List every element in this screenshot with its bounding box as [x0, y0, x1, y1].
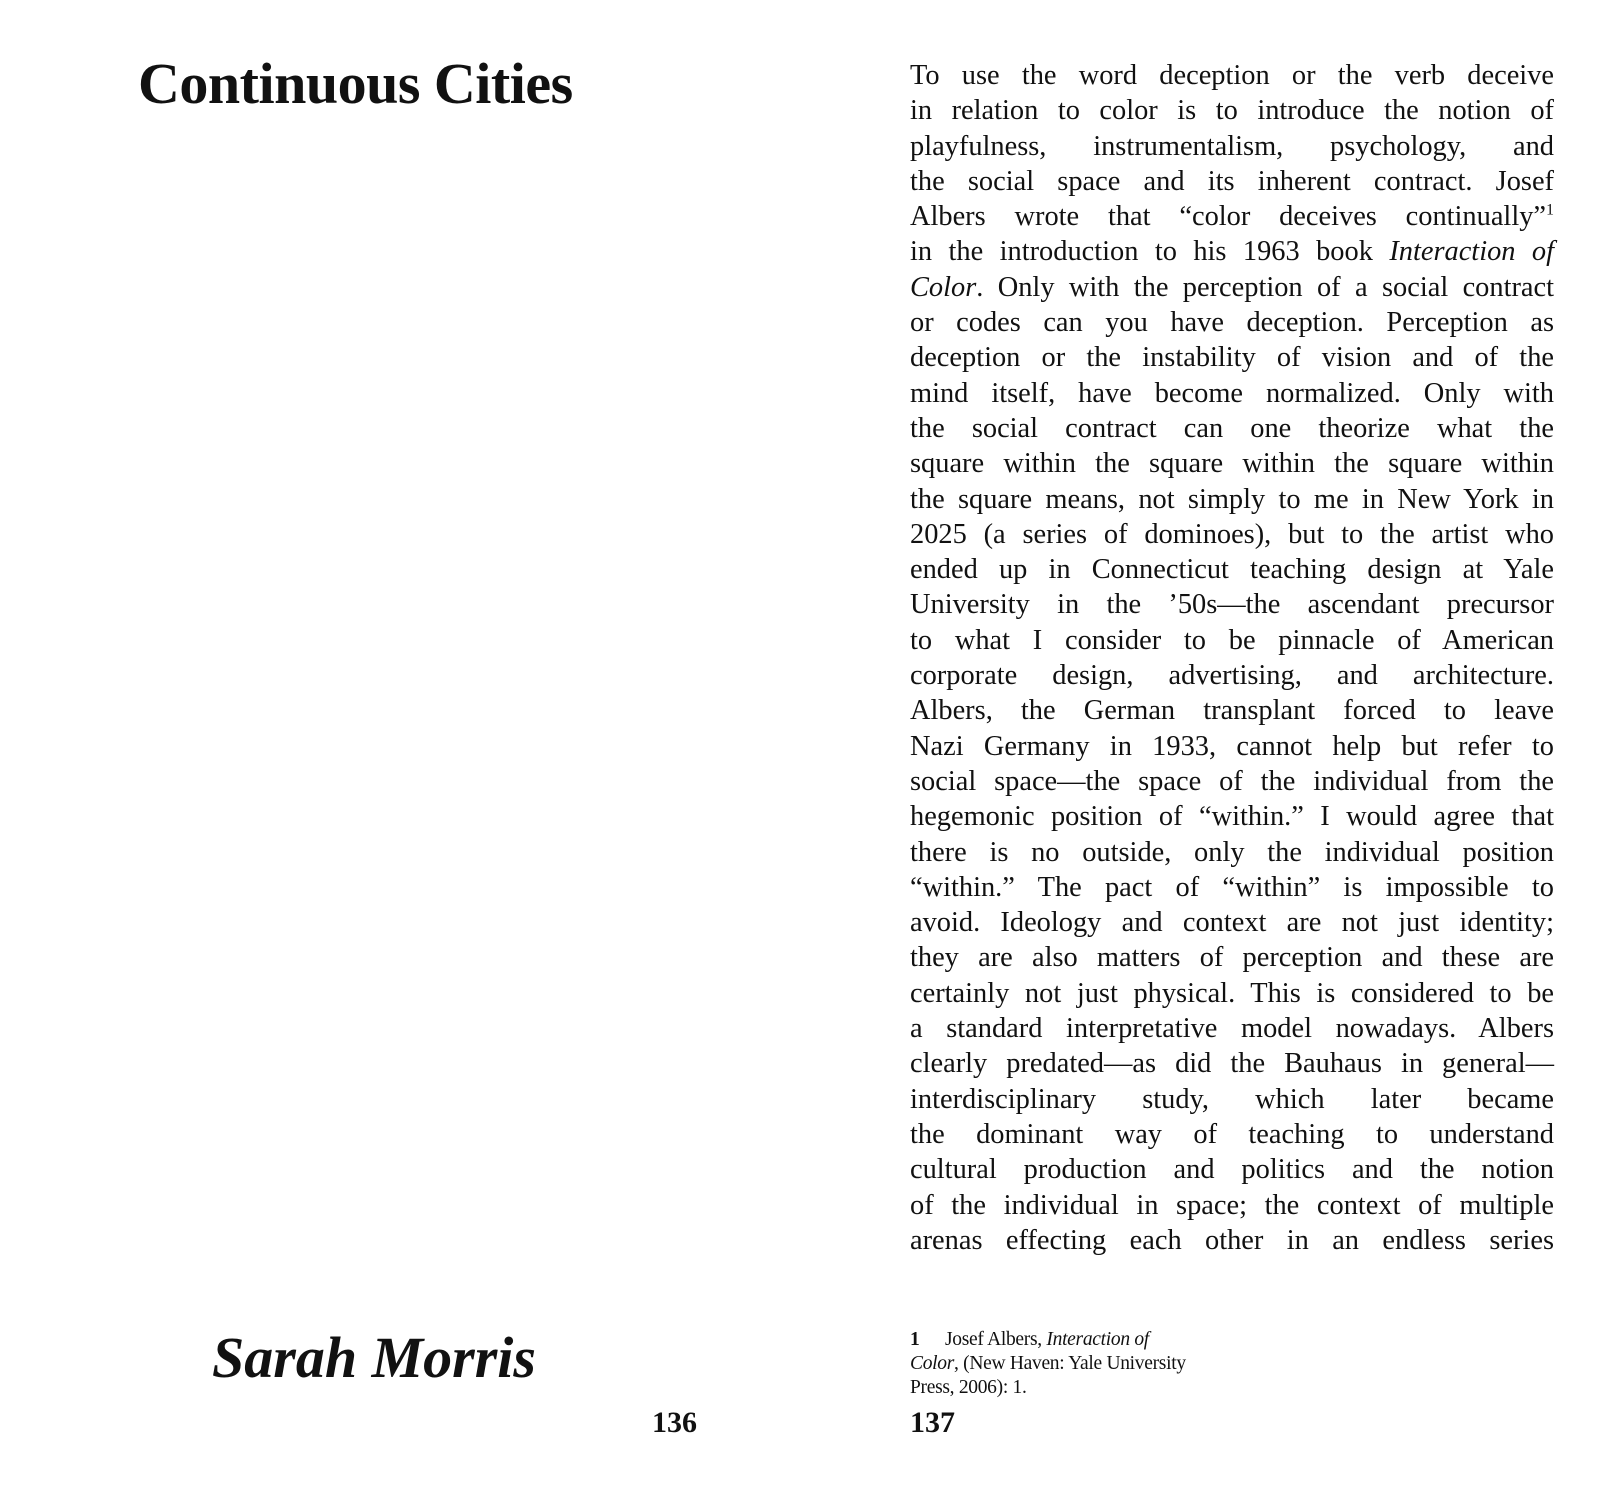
footnote-line: Press, 2006): 1. — [910, 1377, 1027, 1398]
body-line: arenas effecting each other in an endless series — [910, 1224, 1554, 1256]
body-line: Nazi Germany in 1933, cannot help but refer to — [910, 730, 1554, 762]
author-name: Sarah Morris — [212, 1325, 536, 1390]
body-line — [910, 234, 1554, 269]
body-line — [910, 199, 1554, 234]
body-line: corporate design, advertising, and architecture. — [910, 660, 1554, 692]
body-line: clearly predated—as did the Bauhaus in general— — [910, 1048, 1554, 1080]
footnote-book-title: Interaction of — [1046, 1329, 1149, 1350]
body-line: deception or the instability of vision and of the — [910, 342, 1554, 374]
page-number-left: 136 — [652, 1406, 697, 1439]
right-page — [803, 0, 1606, 1496]
body-line: hegemonic position of “within.” I would agree that — [910, 801, 1554, 833]
body-line: to what I consider to be pinnacle of American — [910, 624, 1554, 656]
body-line: certainly not just physical. This is considered to be — [910, 977, 1554, 1009]
body-line: in relation to color is to introduce the notion of — [910, 95, 1554, 127]
body-line-text: . Only with the perception of a social contract — [976, 271, 1554, 303]
body-line-text: in the introduction to his 1963 book — [910, 236, 1390, 268]
body-line: avoid. Ideology and context are not just identity; — [910, 907, 1554, 939]
chapter-title: Continuous Cities — [138, 51, 573, 116]
body-line: Albers, the German transplant forced to leave — [910, 695, 1554, 727]
book-title: Color — [910, 271, 977, 303]
body-line: cultural production and politics and the notion — [910, 1154, 1554, 1186]
footnote-line — [910, 1352, 1230, 1376]
body-line: there is no outside, only the individual position — [910, 836, 1554, 868]
footnote-line — [910, 1328, 1230, 1352]
page-number-right: 137 — [910, 1406, 955, 1439]
body-line: social space—the space of the individual from the — [910, 765, 1554, 797]
body-line: 2025 (a series of dominoes), but to the artist who — [910, 518, 1554, 550]
body-line: or codes can you have deception. Perception as — [910, 307, 1554, 339]
body-line: To use the word deception or the verb deceive — [910, 60, 1554, 91]
body-line: the social space and its inherent contract. Josef — [910, 165, 1554, 197]
body-line-text: Albers wrote that “color deceives continually” — [910, 201, 1546, 233]
book-title: Interaction of — [1389, 236, 1554, 268]
body-line: of the individual in space; the context of multiple — [910, 1189, 1554, 1221]
body-line: “within.” The pact of “within” is impossible to — [910, 871, 1554, 903]
body-line: a standard interpretative model nowadays. Albers — [910, 1013, 1554, 1045]
body-line — [910, 270, 1554, 305]
body-line: University in the ’50s—the ascendant precursor — [910, 589, 1554, 621]
body-line: the dominant way of teaching to understand — [910, 1118, 1554, 1150]
body-line: they are also matters of perception and these are — [910, 942, 1554, 974]
body-line: square within the square within the square within — [910, 448, 1554, 480]
footnote-reference: 1 — [1546, 201, 1554, 219]
footnote-publisher: , (New Haven: Yale University — [954, 1353, 1186, 1374]
body-line: ended up in Connecticut teaching design at Yale — [910, 554, 1554, 586]
body-line: the square means, not simply to me in New York in — [910, 483, 1554, 515]
body-line: interdisciplinary study, which later became — [910, 1083, 1554, 1115]
footnote — [910, 1328, 1230, 1400]
body-line: the social contract can one theorize what the — [910, 412, 1554, 444]
footnote-book-title: Color — [910, 1353, 955, 1374]
footnote-author: Josef Albers, — [945, 1329, 1047, 1350]
body-line: mind itself, have become normalized. Only with — [910, 377, 1554, 409]
body-line: playfulness, instrumentalism, psychology, and — [910, 130, 1554, 162]
body-text — [910, 58, 1554, 1258]
footnote-number: 1 — [910, 1329, 920, 1350]
